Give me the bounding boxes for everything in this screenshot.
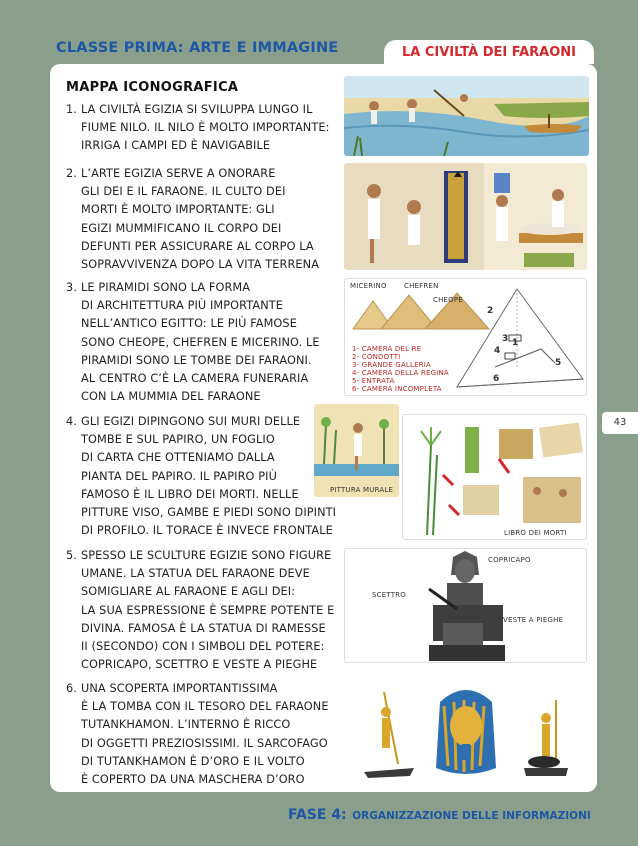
section-3: 3. LE PIRAMIDI SONO LA FORMA DI ARCHITETTURA PIÙ IMPORTANTE NELL’ANTICO EGITTO: LE PIÙ FAMOSE SONO CHEOPE, CHEFREN E MICERINO. LE PIRAMIDI SONO LE TOMBE DEI FARAONI. AL CENTRO C’È LA CAMERA FUNERARIA CON LA MUMMIA DEL FARAONE	[66, 281, 320, 404]
nile-illustration	[344, 76, 589, 156]
pleated-robe-label: VESTE A PIEGHE	[503, 616, 564, 624]
pyramid-number: 1	[512, 338, 519, 348]
legend-1: 1- CAMERA DEL RE	[352, 345, 422, 353]
section-5: 5. SPESSO LE SCULTURE EGIZIE SONO FIGURE UMANE. LA STATUA DEL FARAONE DEVE SOMIGLIARE AL FARAONE E AGLI DEI: LA SUA ESPRESSIONE È SEMPRE POTENTE E DIVINA. FAMOSA È LA STATUA DI RAMESSE II (SECONDO) CON I SIMBOLI DEL POTERE: COPRICAPO, SCETTRO E VESTE A PIEGHE	[66, 549, 335, 672]
section-number: 6.	[66, 682, 77, 695]
sceptre-label: SCETTRO	[372, 591, 406, 599]
pyramid-number: 6	[493, 374, 500, 384]
section-number: 1.	[66, 103, 77, 116]
papyrus-illustration	[402, 414, 587, 540]
chapter-title: CLASSE PRIMA: ARTE E IMMAGINE	[56, 40, 339, 56]
footer	[288, 804, 591, 823]
section-number: 2.	[66, 167, 77, 180]
section-number: 3.	[66, 281, 77, 294]
book-of-dead-label: LIBRO DEI MORTI	[504, 529, 567, 537]
chefren-label: CHEFREN	[404, 282, 439, 290]
pyramid-number: 2	[487, 306, 494, 316]
section-1: 1. LA CIVILTÀ EGIZIA SI SVILUPPA LUNGO IL FIUME NILO. IL NILO È MOLTO IMPORTANTE: IRRIGA I CAMPI ED È NAVIGABILE	[66, 103, 330, 153]
section-number: 5.	[66, 549, 77, 562]
legend-4: 4- CAMERA DELLA REGINA	[352, 369, 449, 377]
wall-painting-illustration	[314, 404, 399, 497]
tutankhamon-illustration	[344, 672, 587, 784]
micerino-label: MICERINO	[350, 282, 387, 290]
legend-6: 6- CAMERA INCOMPLETA	[352, 385, 442, 393]
cheope-label: CHEOPE	[433, 296, 463, 304]
footer-phase: FASE 4:	[288, 807, 347, 823]
pyramid-number: 4	[494, 346, 501, 356]
wall-painting-label: PITTURA MURALE	[330, 486, 394, 494]
statue-illustration	[344, 548, 587, 663]
footer-subtitle: ORGANIZZAZIONE DELLE INFORMAZIONI	[352, 810, 591, 822]
legend-2: 2- CONDOTTI	[352, 353, 401, 361]
section-2: 2. L’ARTE EGIZIA SERVE A ONORARE GLI DEI E IL FARAONE. IL CULTO DEI MORTI È MOLTO IMPORTANTE: GLI EGIZI MUMMIFICANO IL CORPO DEI DEFUNTI PER ASSICURARE AL CORPO LA SOPRAVVIVENZA DOPO LA VITA TERRENA	[66, 167, 320, 272]
page-number: 43	[602, 412, 638, 434]
pyramid-number: 3	[502, 334, 509, 344]
topic-tab: LA CIVILTÀ DEI FARAONI	[384, 40, 594, 64]
pyramid-number: 5	[555, 358, 562, 368]
section-title: MAPPA ICONOGRAFICA	[66, 80, 239, 95]
headdress-label: COPRICAPO	[488, 556, 531, 564]
section-4: 4. GLI EGIZI DIPINGONO SUI MURI DELLE TOMBE E SUL PAPIRO, UN FOGLIO DI CARTA CHE OTTENIAMO DALLA PIANTA DEL PAPIRO. IL PAPIRO PIÙ FAMOSO È IL LIBRO DEI MORTI. NELLE PITTURE VISO, GAMBE E PIEDI SONO DIPINTI DI PROFILO. IL TORACE È INVECE FRONTALE	[66, 415, 337, 538]
gods-mummification-illustration	[344, 163, 587, 270]
legend-5: 5- ENTRATA	[352, 377, 395, 385]
section-number: 4.	[66, 415, 77, 428]
legend-3: 3- GRANDE GALLERIA	[352, 361, 432, 369]
section-6: 6. UNA SCOPERTA IMPORTANTISSIMA È LA TOMBA CON IL TESORO DEL FARAONE TUTANKHAMON. L’INTERNO È RICCO DI OGGETTI PREZIOSISSIMI. IL SARCOFAGO DI TUTANKHAMON È D’ORO E IL VOLTO È COPERTO DA UNA MASCHERA D’ORO	[66, 682, 329, 787]
